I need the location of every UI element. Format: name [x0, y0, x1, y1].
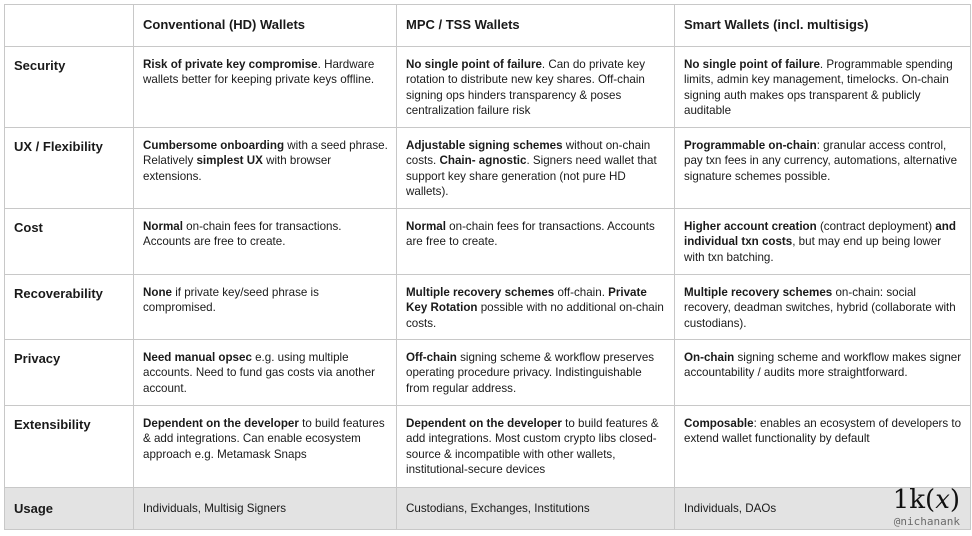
column-header-smart: Smart Wallets (incl. multisigs) — [675, 5, 971, 47]
table-row-ux-flexibility — [5, 128, 971, 209]
cell-smart: Programmable on-chain: granular access control, pay txn fees in any currency, automations, alternative signature schemes possible. — [675, 128, 971, 209]
cell-conventional: Need manual opsec e.g. using multiple accounts. Need to fund gas costs via another account. — [134, 340, 397, 406]
row-label-recoverability: Recoverability — [5, 275, 134, 340]
table-row-recoverability — [5, 275, 971, 340]
cell-mpc: No single point of failure. Can do private key rotation to distribute new key shares. Off-chain signing ops hinders transparency & poses centralization failure risk — [397, 47, 675, 128]
cell-conventional: Normal on-chain fees for transactions. Accounts are free to create. — [134, 209, 397, 275]
cell-smart: Multiple recovery schemes on-chain: social recovery, deadman switches, hybrid (collaborate with custodians). — [675, 275, 971, 340]
cell-smart: No single point of failure. Programmable spending limits, admin key management, timelocks. On-chain signing auth makes ops transparent & publicly auditable — [675, 47, 971, 128]
usage-smart: Individuals, DAOs — [675, 488, 971, 530]
row-label-security: Security — [5, 47, 134, 128]
cell-conventional: Risk of private key compromise. Hardware wallets better for keeping private keys offline. — [134, 47, 397, 128]
corner-cell — [5, 5, 134, 47]
cell-mpc: Multiple recovery schemes off-chain. Private Key Rotation possible with no additional on-chain costs. — [397, 275, 675, 340]
table-row-security — [5, 47, 971, 128]
row-label-usage: Usage — [5, 488, 134, 530]
cell-mpc: Dependent on the developer to build features & add integrations. Most custom crypto libs closed-source & incompatible with other wallets, institutional-secure devices — [397, 406, 675, 488]
watermark-logo — [893, 487, 960, 528]
wallet-comparison-table — [4, 4, 971, 530]
row-label-privacy: Privacy — [5, 340, 134, 406]
table-row-cost — [5, 209, 971, 275]
header-row — [5, 5, 971, 47]
cell-conventional: Dependent on the developer to build features & add integrations. Can enable ecosystem approach e.g. Metamask Snaps — [134, 406, 397, 488]
row-label-extensibility: Extensibility — [5, 406, 134, 488]
column-header-conventional: Conventional (HD) Wallets — [134, 5, 397, 47]
cell-mpc: Adjustable signing schemes without on-chain costs. Chain- agnostic. Signers need wallet that support key share generation (not pure HD wallets). — [397, 128, 675, 209]
table-row-privacy — [5, 340, 971, 406]
column-header-mpc: MPC / TSS Wallets — [397, 5, 675, 47]
cell-conventional: None if private key/seed phrase is compromised. — [134, 275, 397, 340]
logo-handle: @nichanank — [893, 515, 960, 528]
table-row-usage — [5, 488, 971, 530]
cell-smart: Higher account creation (contract deployment) and individual txn costs, but may end up being lower with txn batching. — [675, 209, 971, 275]
cell-mpc: Normal on-chain fees for transactions. Accounts are free to create. — [397, 209, 675, 275]
usage-conventional: Individuals, Multisig Signers — [134, 488, 397, 530]
row-label-ux-flexibility: UX / Flexibility — [5, 128, 134, 209]
cell-mpc: Off-chain signing scheme & workflow preserves operating procedure privacy. Indistinguishable from regular address. — [397, 340, 675, 406]
logo-mark: 1k(𝑥) — [892, 485, 960, 515]
table-row-extensibility — [5, 406, 971, 488]
cell-conventional: Cumbersome onboarding with a seed phrase. Relatively simplest UX with browser extensions. — [134, 128, 397, 209]
usage-mpc: Custodians, Exchanges, Institutions — [397, 488, 675, 530]
cell-smart: On-chain signing scheme and workflow makes signer accountability / audits more straightforward. — [675, 340, 971, 406]
cell-smart: Composable: enables an ecosystem of developers to extend wallet functionality by default — [675, 406, 971, 488]
row-label-cost: Cost — [5, 209, 134, 275]
